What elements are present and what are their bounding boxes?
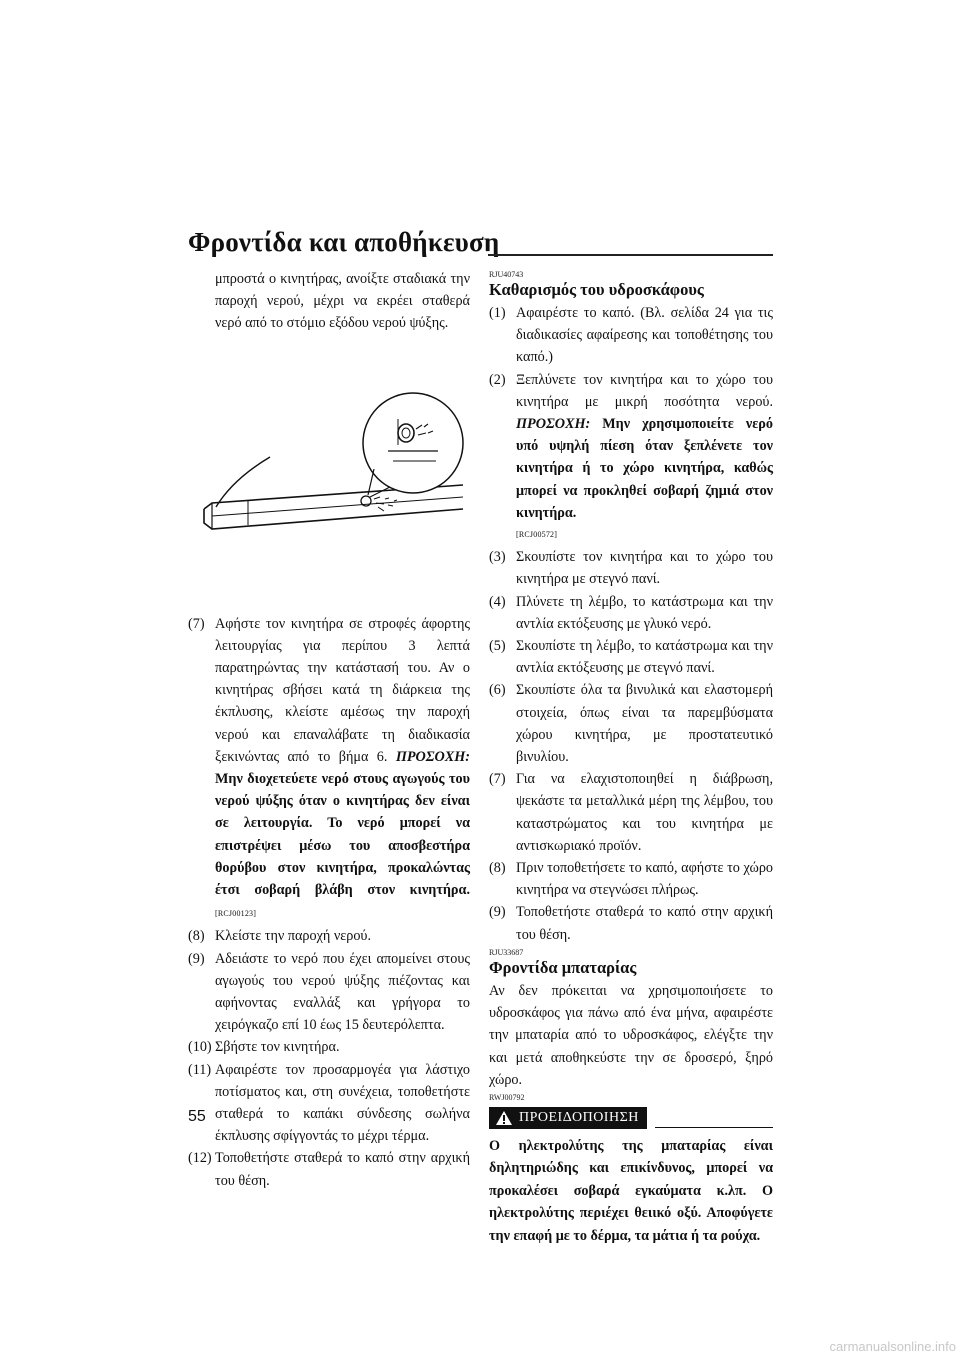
step-9: (9) Αδειάστε το νερό που έχει απομείνει στους αγωγούς του νερού ψύξης πιέζοντας και αφήνοντας εναλλάξ και γρήγορα το χειρόγκαζο επί 10 έως 15 δευτερόλεπτα. [188,950,470,1034]
clean-step-3: (3) Σκουπίστε τον κινητήρα και το χώρο του κινητήρα με στεγνό πανί. [489,549,773,588]
warning-text: Ο ηλεκτρολύτης της μπαταρίας είναι δηλητηριώδης και επικίνδυνος, μπορεί να προκαλέσει σοβαρά εγκαύματα κ.λπ. Ο ηλεκτρολύτης περιέχει θειικό οξύ. Αποφύγετε την επαφή με το δέρμα, τα μάτια ή τα ρούχα. [489,1137,773,1244]
right-column [489,268,773,1247]
section-title-cleaning: Καθαρισμός του υδροσκάφους [489,280,704,299]
section-code: RJU33687 [489,947,524,957]
warning-label: ΠΡΟΕΙΔΟΠΟΙΗΣΗ [519,1109,639,1125]
clean-step-4: (4) Πλύνετε τη λέμβο, το κατάστρωμα και την αντλία εκτόξευσης με γλυκό νερό. [489,593,773,632]
header-rule [488,254,773,256]
step-10: (10) Σβήστε τον κινητήρα. [188,1039,340,1056]
jet-ski-outlet-drawing [188,339,470,607]
clean-step-6: (6) Σκουπίστε όλα τα βινυλικά και ελαστομερή στοιχεία, όπως είναι τα παρεμβύσματα χώρου κινητήρα, με προστατευτικό βινυλίου. [489,682,773,766]
page-header [188,226,773,258]
page-number: 55 [188,1108,206,1125]
clean-step-7: (7) Για να ελαχιστοποιηθεί η διάβρωση, ψεκάστε τα μεταλλικά μέρη της λέμβου, του καταστρώματος και του κινητήρα με αντισκωριακό προϊόν. [489,771,773,854]
warning-rule [655,1127,773,1128]
step-11: (11) Αφαιρέστε τον προσαρμογέα για λάστιχο ποτίσματος και, στη συνέχεια, τοποθετήστε σταθερά το καπάκι σύνδεσης σωλήνα έκπλυσης σφίγγοντάς το μέχρι τέρμα. [188,1061,470,1145]
clean-step-5: (5) Σκουπίστε τη λέμβο, το κατάστρωμα και την αντλία εκτόξευσης με στεγνό πανί. [489,638,773,677]
step-12: (12) Τοποθετήστε σταθερά το καπό στην αρχική του θέση. [188,1150,470,1189]
section-title-battery: Φροντίδα μπαταρίας [489,957,637,977]
clean-step-2: (2) Ξεπλύνετε τον κινητήρα και το χώρο του κινητήρα με μικρή ποσότητα νερού. ΠΡΟΣΟΧΗ: Μην χρησιμοποιείτε νερό υπό υψηλή πίεση όταν ξεπλένετε τον κινητήρα ή το χώρο κινητήρα, καθώς μπορεί να προκληθεί σοβαρή ζημιά στον κινητήρα. [RCJ00572] [489,369,773,547]
left-column [188,268,470,1192]
warning-code: RWJ00792 [489,1092,525,1102]
intro-paragraph: μπροστά ο κινητήρας, ανοίξτε σταδιακά την παροχή νερού, μέχρι να εκρέει σταθερά νερό από το στόμιο εξόδου νερού ψύξης. [215,271,470,332]
warning-triangle-icon [495,1110,513,1126]
warning-banner [489,1107,773,1129]
clean-step-1: (1) Αφαιρέστε το καπό. (Βλ. σελίδα 24 για τις διαδικασίες αφαίρεσης και τοποθέτησης του καπό.) [489,305,773,366]
ref-code: [RCJ00123] [215,909,257,919]
page-title: Φροντίδα και αποθήκευση [188,227,500,257]
caution-label: ΠΡΟΣΟΧΗ: [395,748,471,765]
flushing-illustration [188,339,470,607]
section-code: RJU40743 [489,270,524,279]
caution-text: Μην χρησιμοποιείτε νερό υπό υψηλή πίεση όταν ξεπλένετε τον κινητήρα ή το χώρο κινητήρα, καθώς μπορεί να προκληθεί σοβαρή ζημιά στον κινητήρα. [516,416,773,521]
clean-step-9: (9) Τοποθετήστε σταθερά το καπό στην αρχική του θέση. [489,904,773,943]
battery-paragraph: Αν δεν πρόκειται να χρησιμοποιήσετε το υδροσκάφος για πάνω από ένα μήνα, αφαιρέστε την μπαταρία από το υδροσκάφος, ελέγξτε την και μετά αποθηκεύστε την σε δροσερό, ξηρό χώρο. [489,982,773,1088]
ref-code: [RCJ00572] [516,530,558,540]
caution-text: Μην διοχετεύετε νερό στους αγωγούς του νερού ψύξης όταν ο κινητήρας δεν είναι σε λειτουργία. Το νερό μπορεί να επιστρέψει μέσω του αποσβεστήρα θορύβου στον κινητήρα, προκαλώντας έτσι σοβαρή βλάβη στον κινητήρα. [215,771,470,899]
caution-label: ΠΡΟΣΟΧΗ: [516,416,591,433]
clean-step-8: (8) Πριν τοποθετήσετε το καπό, αφήστε το χώρο κινητήρα να στεγνώσει πλήρως. [489,860,773,899]
step-8: (8) Κλείστε την παροχή νερού. [188,928,371,945]
step-7: (7) Αφήστε τον κινητήρα σε στροφές άφορτης λειτουργίας για περίπου 3 λεπτά παρατηρώντας την κατάστασή του. Αν ο κινητήρας σβήσει κατά τη διάρκεια της έκπλυσης, κλείστε αμέσως την παροχή νερού και επαναλάβατε τη διαδικασία ξεκινώντας από το βήμα 6. ΠΡΟΣΟΧΗ: Μην διοχετεύετε νερό στους αγωγούς του νερού ψύξης όταν ο κινητήρας δεν είναι σε λειτουργία. Το νερό μπορεί να επιστρέψει μέσω του αποσβεστήρα θορύβου στον κινητήρα, προκαλώντας έτσι σοβαρή βλάβη στον κινητήρα. [RCJ00123] [188,615,471,919]
watermark: carmanualsonline.info [829,1339,956,1354]
